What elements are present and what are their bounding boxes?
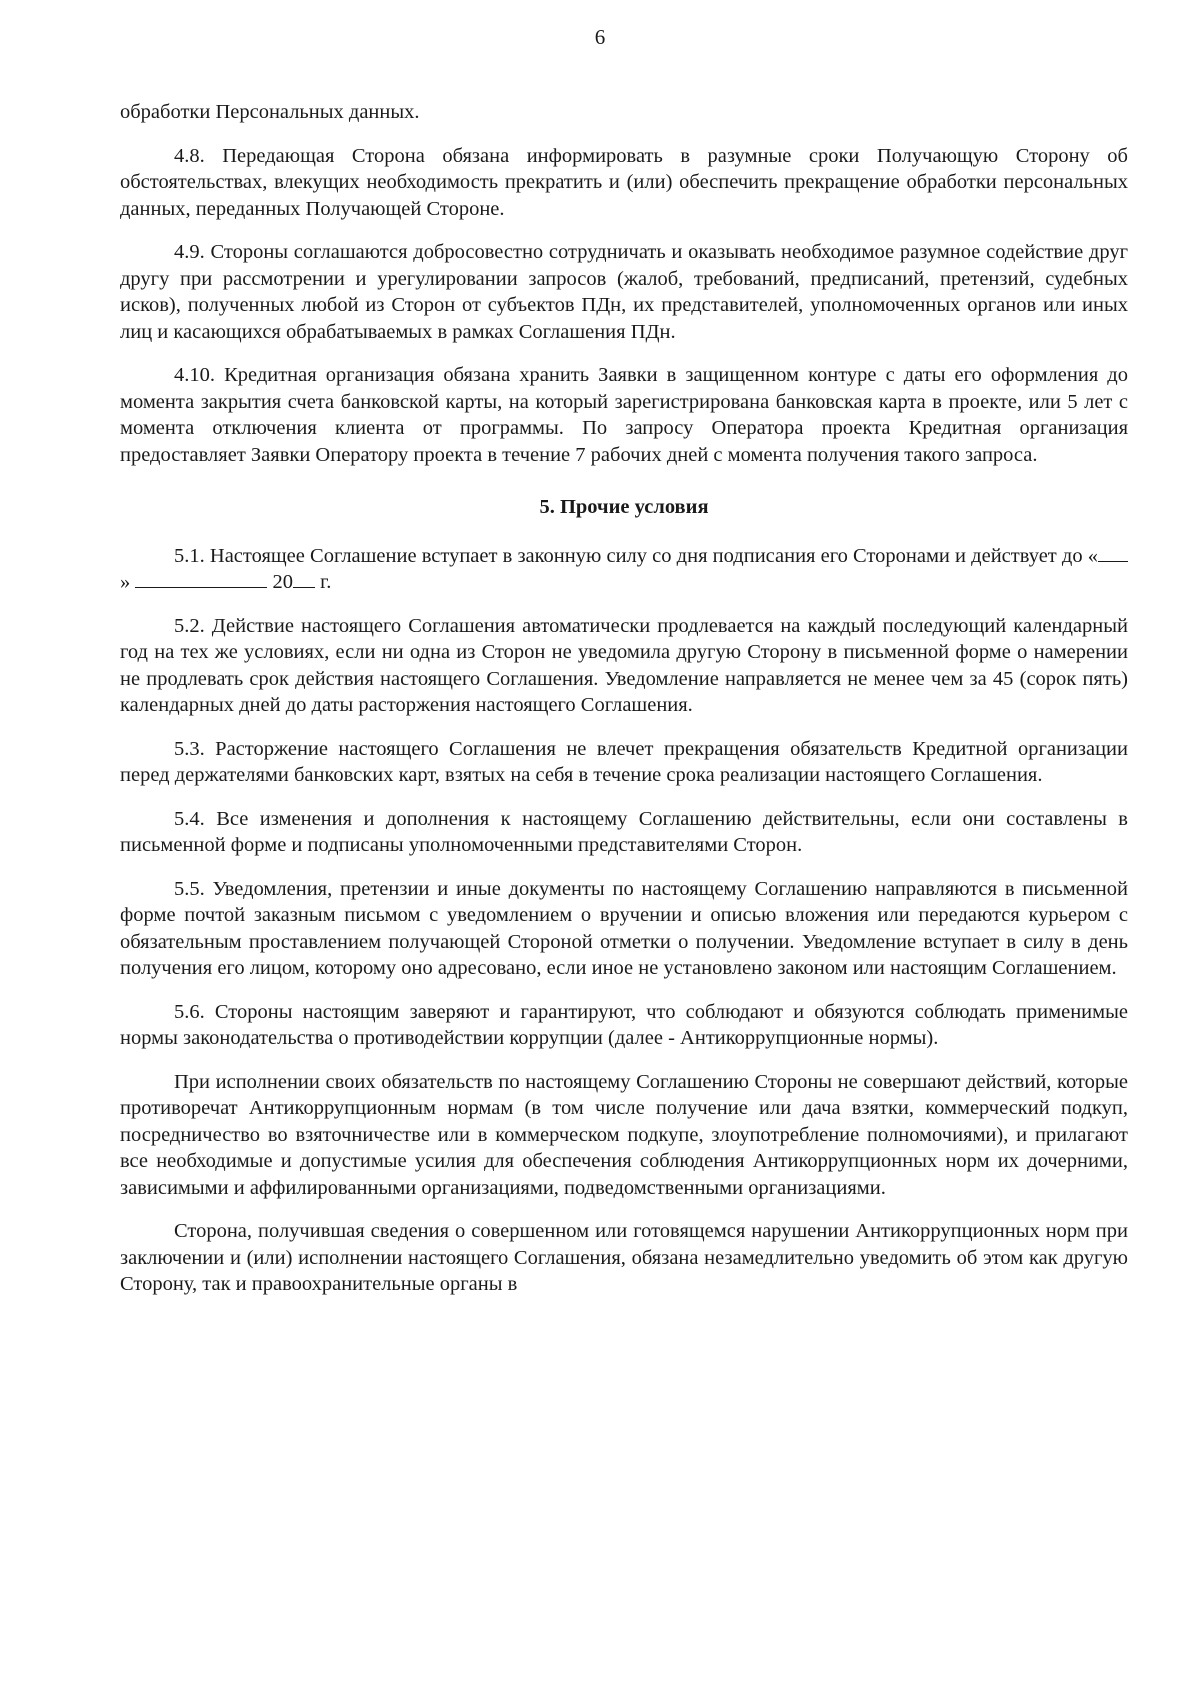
month-blank (135, 569, 267, 588)
clause-4-10: 4.10. Кредитная организация обязана хранить Заявки в защищенном контуре с даты его оформления до момента закрытия счета банковской карты, на который зарегистрирована банковская карта в проекте, или 5 лет с момента отключения клиента от программы. По запросу Оператора проекта Кредитная организация предоставляет Заявки Оператору проекта в течение 7 рабочих дней с момента получения такого запроса. (120, 364, 1128, 466)
section-5-title: 5. Прочие условия (539, 496, 709, 518)
clause-5-6-part-3: Сторона, получившая сведения о совершенном или готовящемся нарушении Антикоррупционных норм при заключении и (или) исполнении настоящего Соглашения, обязана незамедлительно уведомить об этом как другую Сторону, так и правоохранительные органы в (120, 1220, 1128, 1295)
clause-5-6: 5.6. Стороны настоящим заверяют и гарантируют, что соблюдают и обязуются соблюдать применимые нормы законодательства о противодействии коррупции (далее - Антикоррупционные нормы). (120, 1000, 1128, 1049)
clause-5-1-text: 5.1. Настоящее Соглашение вступает в законную силу со дня подписания его Сторонами и действует до « (174, 544, 1098, 567)
clause-5-1-quote-close: » (120, 571, 131, 593)
clause-5-3: 5.3. Расторжение настоящего Соглашения не влечет прекращения обязательств Кредитной организации перед держателями банковских карт, взятых на себя в течение срока реализации настоящего Соглашения. (120, 737, 1128, 786)
clause-5-4: 5.4. Все изменения и дополнения к настоящему Соглашению действительны, если они составлены в письменной форме и подписаны уполномоченными представителями Сторон. (120, 807, 1128, 856)
clause-4-9: 4.9. Стороны соглашаются добросовестно сотрудничать и оказывать необходимое разумное содействие друг другу при рассмотрении и урегулировании запросов (жалоб, требований, предписаний, претензий, судебных исков), полученных любой из Сторон от субъектов ПДн, их представителей, уполномоченных органов или иных лиц и касающихся обрабатываемых в рамках Соглашения ПДн. (120, 241, 1128, 343)
page-number: 6 (594, 25, 606, 49)
document-body (120, 99, 1128, 1315)
paragraph-continuation: обработки Персональных данных. (120, 101, 420, 123)
clause-5-1-year-prefix: 20 (272, 571, 293, 593)
clause-5-5: 5.5. Уведомления, претензии и иные документы по настоящему Соглашению направляются в письменной форме почтой заказным письмом с уведомлением о вручении и описью вложения или передаются курьером с обязательным проставлением получающей Стороной отметки о получении. Уведомление вступает в силу в день получения его лицом, которому оно адресовано, если иное не установлено законом или настоящим Соглашением. (120, 877, 1128, 979)
clause-5-2: 5.2. Действие настоящего Соглашения автоматически продлевается на каждый последующий календарный год на тех же условиях, если ни одна из Сторон не уведомила другую Сторону в письменной форме о намерении не продлевать срок действия настоящего Соглашения. Уведомление направляется не менее чем за 45 (сорок пять) календарных дней до даты расторжения настоящего Соглашения. (120, 614, 1128, 716)
day-blank (1098, 543, 1128, 562)
clause-5-1-year-suffix: г. (320, 571, 332, 593)
clause-5-1 (120, 543, 1128, 596)
year-blank (293, 569, 315, 588)
clause-4-8: 4.8. Передающая Сторона обязана информировать в разумные сроки Получающую Сторону об обстоятельствах, влекущих необходимость прекратить и (или) обеспечить прекращение обработки персональных данных, переданных Получающей Стороне. (120, 144, 1128, 220)
clause-5-6-part-2: При исполнении своих обязательств по настоящему Соглашению Стороны не совершают действий, которые противоречат Антикоррупционным нормам (в том числе получение или дача взятки, коммерческий подкуп, посредничество во взяточничестве или в коммерческом подкупе, злоупотребление полномочиями), и прилагают все необходимые и допустимые усилия для обеспечения соблюдения Антикоррупционных норм их дочерними, зависимыми и аффилированными организациями, подведомственными организациями. (120, 1070, 1128, 1199)
